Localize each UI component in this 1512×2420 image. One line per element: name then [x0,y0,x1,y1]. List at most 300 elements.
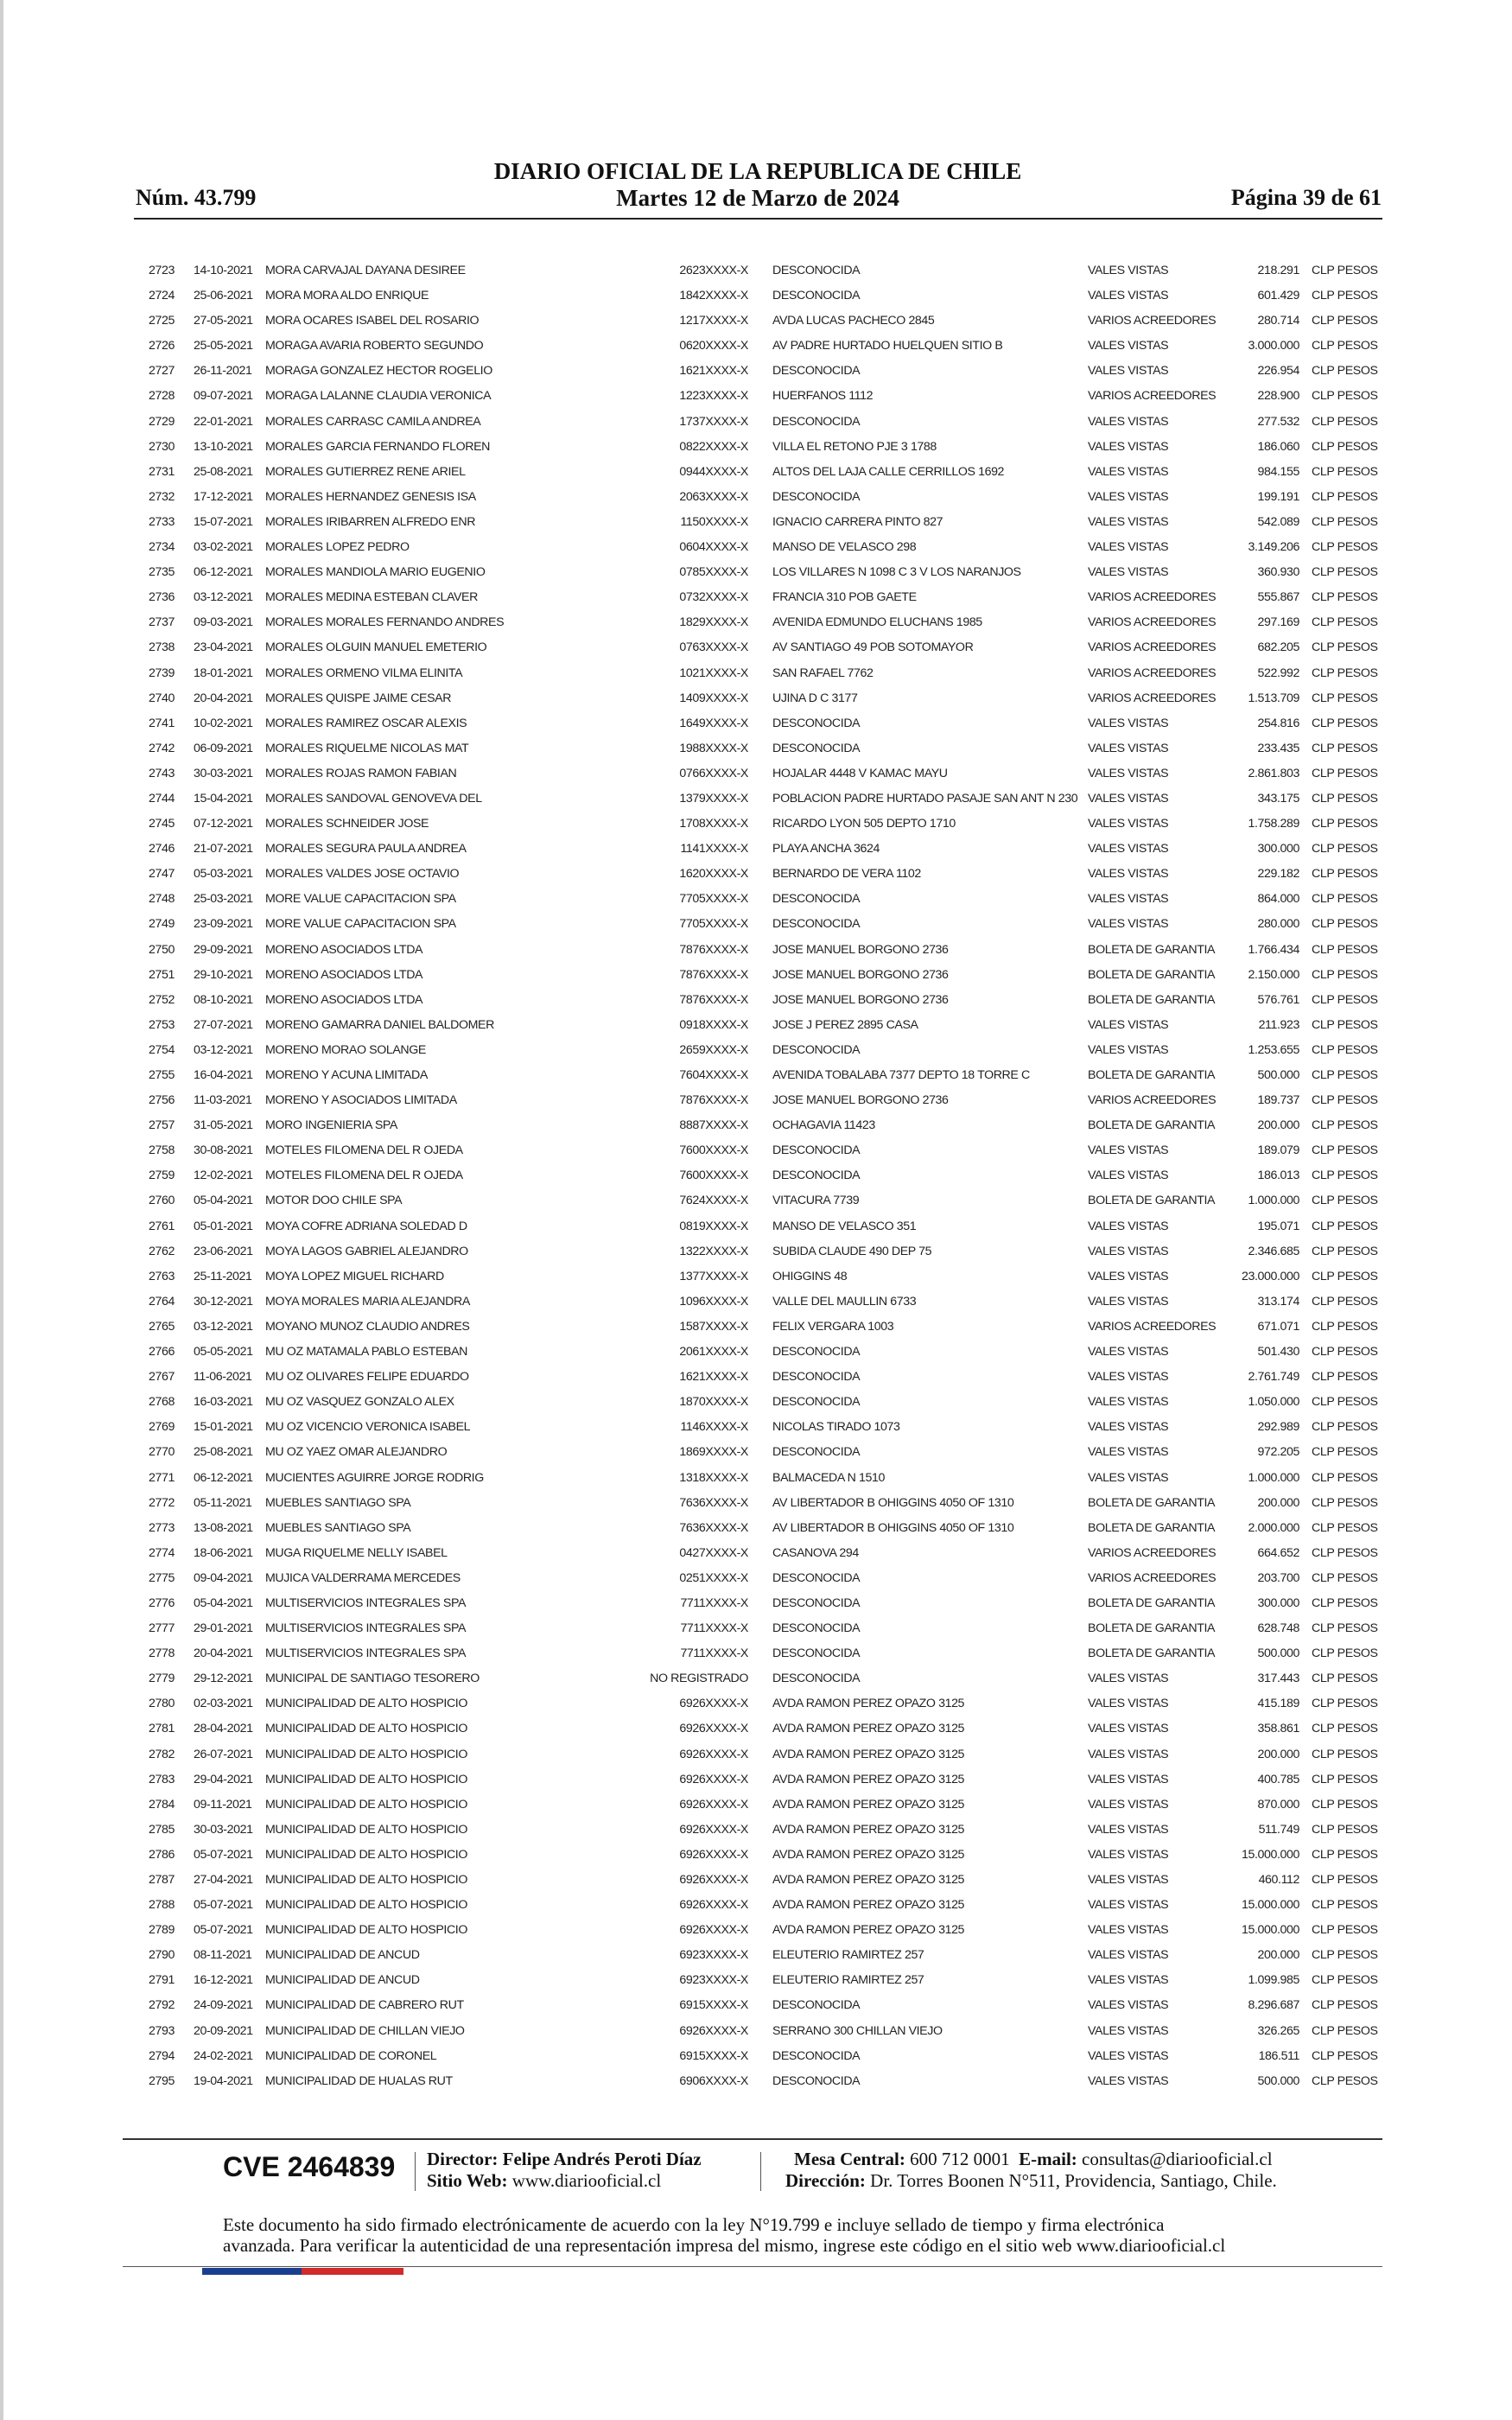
row-date: 29-04-2021 [194,1772,253,1786]
row-amount: 229.182 [1257,867,1299,882]
row-address: AVDA RAMON PEREZ OPAZO 3125 [772,1847,965,1862]
table-row [3,436,1512,462]
row-currency: CLP PESOS [1312,1194,1378,1208]
row-rut: 1708XXXX-X [679,817,748,831]
row-amount: 189.079 [1257,1143,1299,1158]
row-number: 2723 [149,264,175,277]
row-amount: 317.443 [1257,1672,1299,1686]
row-date: 12-02-2021 [194,1169,253,1183]
row-rut: 7876XXXX-X [679,942,748,957]
row-type: VALES VISTAS [1088,2048,1169,2063]
row-address: AVDA RAMON PEREZ OPAZO 3125 [772,1697,965,1711]
row-address: FRANCIA 310 POB GAETE [772,590,917,605]
row-name: MUNICIPALIDAD DE ALTO HOSPICIO [265,1697,467,1711]
table-row [3,2021,1512,2046]
row-amount: 682.205 [1257,640,1299,655]
row-address: AVENIDA TOBALABA 7377 DEPTO 18 TORRE C [772,1068,1030,1082]
row-address: DESCONOCIDA [772,1621,861,1636]
row-amount: 199.191 [1257,489,1299,504]
row-date: 16-12-2021 [194,1973,253,1988]
row-address: AVDA RAMON PEREZ OPAZO 3125 [772,1772,965,1786]
row-currency: CLP PESOS [1312,540,1378,555]
table-row [3,1693,1512,1718]
row-type: VALES VISTAS [1088,1042,1169,1057]
row-amount: 576.761 [1257,992,1299,1007]
row-number: 2751 [149,967,175,982]
row-name: MUNICIPALIDAD DE ANCUD [265,1948,420,1963]
website-label: Sitio Web: [427,2170,508,2191]
row-number: 2746 [149,842,175,857]
row-currency: CLP PESOS [1312,1143,1378,1158]
row-address: VITACURA 7739 [772,1194,860,1208]
row-number: 2748 [149,892,175,907]
table-row [3,562,1512,587]
row-rut: 6926XXXX-X [679,1747,748,1761]
row-address: AVDA RAMON PEREZ OPAZO 3125 [772,1797,965,1812]
table-row [3,537,1512,562]
row-name: MU OZ MATAMALA PABLO ESTEBAN [265,1345,467,1360]
row-currency: CLP PESOS [1312,590,1378,605]
table-row [3,587,1512,612]
row-address: DESCONOCIDA [772,716,861,730]
row-date: 10-02-2021 [194,716,253,730]
row-rut: 6915XXXX-X [679,1998,748,2013]
table-row [3,335,1512,360]
row-rut: 1649XXXX-X [679,716,748,730]
row-address: NICOLAS TIRADO 1073 [772,1420,900,1435]
row-currency: CLP PESOS [1312,439,1378,454]
row-address: DESCONOCIDA [772,1672,861,1686]
row-name: MORALES SANDOVAL GENOVEVA DEL [265,791,482,806]
signature-notice [223,2214,1225,2256]
row-currency: CLP PESOS [1312,1621,1378,1636]
row-type: VARIOS ACREEDORES [1088,615,1217,630]
row-address: UJINA D C 3177 [772,691,858,705]
row-date: 18-06-2021 [194,1545,253,1560]
row-name: MULTISERVICIOS INTEGRALES SPA [265,1595,467,1610]
row-currency: CLP PESOS [1312,2048,1378,2063]
row-currency: CLP PESOS [1312,867,1378,882]
row-number: 2730 [149,439,175,454]
row-name: MORALES ROJAS RAMON FABIAN [265,766,457,780]
row-number: 2739 [149,666,175,680]
row-date: 20-04-2021 [194,691,253,705]
row-number: 2724 [149,289,175,303]
row-name: MUNICIPALIDAD DE HUALAS RUT [265,2073,453,2088]
row-number: 2733 [149,514,175,529]
row-type: VALES VISTAS [1088,1873,1169,1887]
row-amount: 228.900 [1257,389,1299,404]
table-row [3,1794,1512,1819]
row-name: MUNICIPALIDAD DE CABRERO RUT [265,1998,464,2013]
row-type: VALES VISTAS [1088,741,1169,755]
row-rut: 7624XXXX-X [679,1194,748,1208]
table-row [3,1190,1512,1215]
row-currency: CLP PESOS [1312,1269,1378,1283]
row-number: 2741 [149,716,175,730]
cve-code: CVE 2464839 [223,2151,396,2182]
table-row [3,612,1512,637]
row-amount: 555.867 [1257,590,1299,605]
row-name: MORA CARVAJAL DAYANA DESIREE [265,264,466,277]
row-currency: CLP PESOS [1312,1747,1378,1761]
row-number: 2769 [149,1420,175,1435]
row-number: 2759 [149,1169,175,1183]
row-amount: 360.930 [1257,565,1299,580]
row-address: POBLACION PADRE HURTADO PASAJE SAN ANT N 230 [772,791,1078,806]
row-name: MUNICIPAL DE SANTIAGO TESORERO [265,1672,480,1686]
row-amount: 460.112 [1258,1873,1299,1887]
row-amount: 8.296.687 [1248,1998,1299,2013]
row-rut: 6926XXXX-X [679,1772,748,1786]
row-currency: CLP PESOS [1312,716,1378,730]
table-row [3,1165,1512,1190]
row-name: MORAGA AVARIA ROBERTO SEGUNDO [265,339,484,353]
table-row [3,260,1512,285]
row-number: 2773 [149,1520,175,1535]
row-address: AV LIBERTADOR B OHIGGINS 4050 OF 1310 [772,1495,1014,1510]
row-number: 2793 [149,2023,175,2038]
row-number: 2750 [149,942,175,957]
row-currency: CLP PESOS [1312,1470,1378,1485]
row-rut: 1621XXXX-X [679,1370,748,1385]
row-rut: 7636XXXX-X [679,1520,748,1535]
table-row [3,1241,1512,1266]
table-row [3,1115,1512,1140]
row-amount: 1.000.000 [1248,1194,1299,1208]
row-date: 09-11-2021 [194,1797,252,1812]
row-rut: 6926XXXX-X [679,1797,748,1812]
row-amount: 186.013 [1257,1169,1299,1183]
website-line [427,2170,661,2192]
row-currency: CLP PESOS [1312,1873,1378,1887]
row-date: 20-09-2021 [194,2023,253,2038]
row-amount: 601.429 [1257,289,1299,303]
row-number: 2756 [149,1093,175,1108]
email-link[interactable]: consultas@diariooficial.cl [1082,2149,1273,2169]
row-type: BOLETA DE GARANTIA [1088,1194,1216,1208]
row-name: MORENO Y ASOCIADOS LIMITADA [265,1093,457,1108]
row-name: MORALES MANDIOLA MARIO EUGENIO [265,565,486,580]
row-type: VALES VISTAS [1088,716,1169,730]
row-address: DESCONOCIDA [772,264,861,277]
row-currency: CLP PESOS [1312,766,1378,780]
row-date: 03-02-2021 [194,540,253,555]
row-currency: CLP PESOS [1312,1495,1378,1510]
row-date: 30-03-2021 [194,766,253,780]
row-amount: 200.000 [1257,1495,1299,1510]
row-currency: CLP PESOS [1312,1445,1378,1460]
row-amount: 972.205 [1257,1445,1299,1460]
row-address: MANSO DE VELASCO 351 [772,1219,917,1233]
row-date: 08-11-2021 [194,1948,252,1963]
row-name: MUCIENTES AGUIRRE JORGE RODRIG [265,1470,484,1485]
row-currency: CLP PESOS [1312,1068,1378,1082]
row-number: 2745 [149,817,175,831]
row-type: VALES VISTAS [1088,1847,1169,1862]
row-name: MU OZ VICENCIO VERONICA ISABEL [265,1420,471,1435]
row-type: VALES VISTAS [1088,1420,1169,1435]
row-currency: CLP PESOS [1312,1722,1378,1736]
row-name: MORALES MEDINA ESTEBAN CLAVER [265,590,478,605]
row-address: OCHAGAVIA 11423 [772,1118,875,1133]
row-rut: 6926XXXX-X [679,2023,748,2038]
row-amount: 3.000.000 [1248,339,1299,353]
row-address: JOSE MANUEL BORGONO 2736 [772,992,949,1007]
table-row [3,788,1512,813]
row-date: 13-10-2021 [194,439,253,454]
row-amount: 233.435 [1257,741,1299,755]
row-date: 29-01-2021 [194,1621,253,1636]
table-row [3,1995,1512,2020]
row-address: DESCONOCIDA [772,1646,861,1661]
address-label: Dirección: [785,2170,866,2191]
row-type: VARIOS ACREEDORES [1088,1545,1217,1560]
row-name: MOYANO MUNOZ CLAUDIO ANDRES [265,1319,470,1334]
row-name: MUNICIPALIDAD DE ALTO HOSPICIO [265,1822,467,1837]
row-name: MORALES CARRASC CAMILA ANDREA [265,414,481,429]
row-type: BOLETA DE GARANTIA [1088,942,1216,957]
row-currency: CLP PESOS [1312,2073,1378,2088]
row-date: 03-12-2021 [194,1319,253,1334]
row-currency: CLP PESOS [1312,741,1378,755]
row-number: 2725 [149,314,175,328]
row-address: BERNARDO DE VERA 1102 [772,867,921,882]
row-currency: CLP PESOS [1312,1118,1378,1133]
row-amount: 300.000 [1257,1595,1299,1610]
row-name: MUNICIPALIDAD DE CORONEL [265,2048,437,2063]
row-amount: 501.430 [1257,1345,1299,1360]
row-rut: 7636XXXX-X [679,1495,748,1510]
row-amount: 211.923 [1258,1017,1299,1032]
row-number: 2734 [149,540,175,555]
row-date: 29-09-2021 [194,942,253,957]
row-type: VARIOS ACREEDORES [1088,590,1217,605]
row-date: 02-03-2021 [194,1697,253,1711]
row-date: 17-12-2021 [194,489,253,504]
table-row [3,1668,1512,1693]
row-date: 16-03-2021 [194,1395,253,1410]
row-rut: 2659XXXX-X [679,1042,748,1057]
row-rut: 7705XXXX-X [679,917,748,932]
row-type: VALES VISTAS [1088,514,1169,529]
row-type: VALES VISTAS [1088,1973,1169,1988]
row-name: MOYA LOPEZ MIGUEL RICHARD [265,1269,444,1283]
table-row [3,965,1512,990]
row-type: VALES VISTAS [1088,842,1169,857]
row-amount: 254.816 [1257,716,1299,730]
row-name: MORALES VALDES JOSE OCTAVIO [265,867,460,882]
row-number: 2749 [149,917,175,932]
row-address: DESCONOCIDA [772,414,861,429]
table-row [3,1090,1512,1115]
row-rut: 7711XXXX-X [680,1646,748,1661]
row-number: 2762 [149,1244,175,1258]
row-type: VALES VISTAS [1088,791,1169,806]
table-row [3,1844,1512,1869]
row-rut: 2061XXXX-X [679,1345,748,1360]
row-amount: 226.954 [1257,364,1299,379]
row-number: 2760 [149,1194,175,1208]
row-rut: NO REGISTRADO [650,1672,748,1686]
row-rut: 6926XXXX-X [679,1847,748,1862]
row-date: 20-04-2021 [194,1646,253,1661]
row-type: VALES VISTAS [1088,439,1169,454]
row-date: 15-01-2021 [194,1420,253,1435]
row-type: VALES VISTAS [1088,464,1169,479]
row-name: MUNICIPALIDAD DE ALTO HOSPICIO [265,1873,467,1887]
row-number: 2755 [149,1068,175,1082]
row-amount: 300.000 [1257,842,1299,857]
row-address: DESCONOCIDA [772,892,861,907]
row-rut: 7600XXXX-X [679,1143,748,1158]
row-address: DESCONOCIDA [772,489,861,504]
website-link[interactable]: www.diariooficial.cl [511,2170,662,2191]
row-address: DESCONOCIDA [772,1395,861,1410]
row-amount: 200.000 [1257,1747,1299,1761]
row-rut: 7876XXXX-X [679,992,748,1007]
row-currency: CLP PESOS [1312,1822,1378,1837]
row-type: VALES VISTAS [1088,1923,1169,1938]
table-row [3,2071,1512,2096]
row-type: VALES VISTAS [1088,1294,1169,1309]
table-row [3,1442,1512,1467]
row-name: MORAGA GONZALEZ HECTOR ROGELIO [265,364,492,379]
records-table [3,260,1512,2096]
row-currency: CLP PESOS [1312,1570,1378,1585]
row-date: 16-04-2021 [194,1068,253,1082]
row-currency: CLP PESOS [1312,389,1378,404]
row-name: MORENO GAMARRA DANIEL BALDOMER [265,1017,494,1032]
row-address: AVDA RAMON PEREZ OPAZO 3125 [772,1747,965,1761]
issue-date: Martes 12 de Marzo de 2024 [616,185,899,211]
table-row [3,990,1512,1015]
row-currency: CLP PESOS [1312,817,1378,831]
row-address: BALMACEDA N 1510 [772,1470,886,1485]
row-amount: 1.099.985 [1248,1973,1299,1988]
row-date: 05-04-2021 [194,1595,253,1610]
table-row [3,1015,1512,1040]
row-currency: CLP PESOS [1312,1847,1378,1862]
table-row [3,914,1512,939]
row-number: 2776 [149,1595,175,1610]
row-currency: CLP PESOS [1312,364,1378,379]
row-date: 27-04-2021 [194,1873,253,1887]
row-name: MORENO MORAO SOLANGE [265,1042,426,1057]
table-row [3,1543,1512,1568]
row-address: DESCONOCIDA [772,2073,861,2088]
row-rut: 6926XXXX-X [679,1873,748,1887]
row-amount: 664.652 [1257,1545,1299,1560]
row-name: MORALES SCHNEIDER JOSE [265,817,429,831]
row-type: VALES VISTAS [1088,1143,1169,1158]
row-type: VALES VISTAS [1088,2023,1169,2038]
row-name: MORENO ASOCIADOS LTDA [265,992,423,1007]
row-name: MU OZ OLIVARES FELIPE EDUARDO [265,1370,469,1385]
row-type: VALES VISTAS [1088,867,1169,882]
row-number: 2785 [149,1822,175,1837]
row-number: 2758 [149,1143,175,1158]
table-row [3,939,1512,965]
row-date: 13-08-2021 [194,1520,253,1535]
row-name: MOYA MORALES MARIA ALEJANDRA [265,1294,470,1309]
row-number: 2766 [149,1345,175,1360]
row-number: 2778 [149,1646,175,1661]
row-number: 2780 [149,1697,175,1711]
row-amount: 1.000.000 [1248,1470,1299,1485]
row-number: 2752 [149,992,175,1007]
row-address: AVDA RAMON PEREZ OPAZO 3125 [772,1898,965,1913]
row-number: 2731 [149,464,175,479]
row-date: 11-06-2021 [194,1370,252,1385]
row-date: 26-11-2021 [194,364,252,379]
row-number: 2732 [149,489,175,504]
row-amount: 358.861 [1257,1722,1299,1736]
row-address: ELEUTERIO RAMIRTEZ 257 [772,1948,924,1963]
row-currency: CLP PESOS [1312,917,1378,932]
row-rut: 1223XXXX-X [679,389,748,404]
flag-stripe-blue [202,2268,302,2275]
table-row [3,1945,1512,1970]
row-number: 2753 [149,1017,175,1032]
row-rut: 0785XXXX-X [679,565,748,580]
row-currency: CLP PESOS [1312,1595,1378,1610]
row-rut: 1988XXXX-X [679,741,748,755]
row-rut: 6926XXXX-X [679,1822,748,1837]
table-row [3,637,1512,662]
row-name: MORALES ORMENO VILMA ELINITA [265,666,463,680]
row-address: DESCONOCIDA [772,1445,861,1460]
row-currency: CLP PESOS [1312,1520,1378,1535]
row-type: VALES VISTAS [1088,917,1169,932]
row-number: 2788 [149,1898,175,1913]
row-type: VARIOS ACREEDORES [1088,314,1217,328]
row-number: 2727 [149,364,175,379]
row-date: 05-03-2021 [194,867,253,882]
row-date: 25-11-2021 [194,1269,252,1283]
table-row [3,688,1512,713]
row-number: 2761 [149,1219,175,1233]
row-type: VALES VISTAS [1088,1345,1169,1360]
row-date: 30-12-2021 [194,1294,253,1309]
row-address: DESCONOCIDA [772,1570,861,1585]
table-row [3,763,1512,788]
row-type: VALES VISTAS [1088,1948,1169,1963]
row-name: MORA OCARES ISABEL DEL ROSARIO [265,314,480,328]
row-name: MORALES GARCIA FERNANDO FLOREN [265,439,490,454]
issue-number: Núm. 43.799 [136,185,257,210]
table-row [3,663,1512,688]
row-address: AVDA LUCAS PACHECO 2845 [772,314,935,328]
row-date: 29-10-2021 [194,967,253,982]
row-date: 25-08-2021 [194,1445,253,1460]
row-type: BOLETA DE GARANTIA [1088,1495,1216,1510]
row-name: MUNICIPALIDAD DE ALTO HOSPICIO [265,1747,467,1761]
row-rut: 7711XXXX-X [680,1621,748,1636]
table-row [3,1568,1512,1593]
row-address: HOJALAR 4448 V KAMAC MAYU [772,766,948,780]
row-address: CASANOVA 294 [772,1545,859,1560]
row-address: IGNACIO CARRERA PINTO 827 [772,514,943,529]
row-date: 11-03-2021 [194,1093,252,1108]
row-address: AV SANTIAGO 49 POB SOTOMAYOR [772,640,974,655]
row-rut: 0766XXXX-X [679,766,748,780]
row-address: FELIX VERGARA 1003 [772,1319,894,1334]
row-currency: CLP PESOS [1312,489,1378,504]
row-rut: 0251XXXX-X [679,1570,748,1585]
row-amount: 500.000 [1257,2073,1299,2088]
table-row [3,1468,1512,1493]
